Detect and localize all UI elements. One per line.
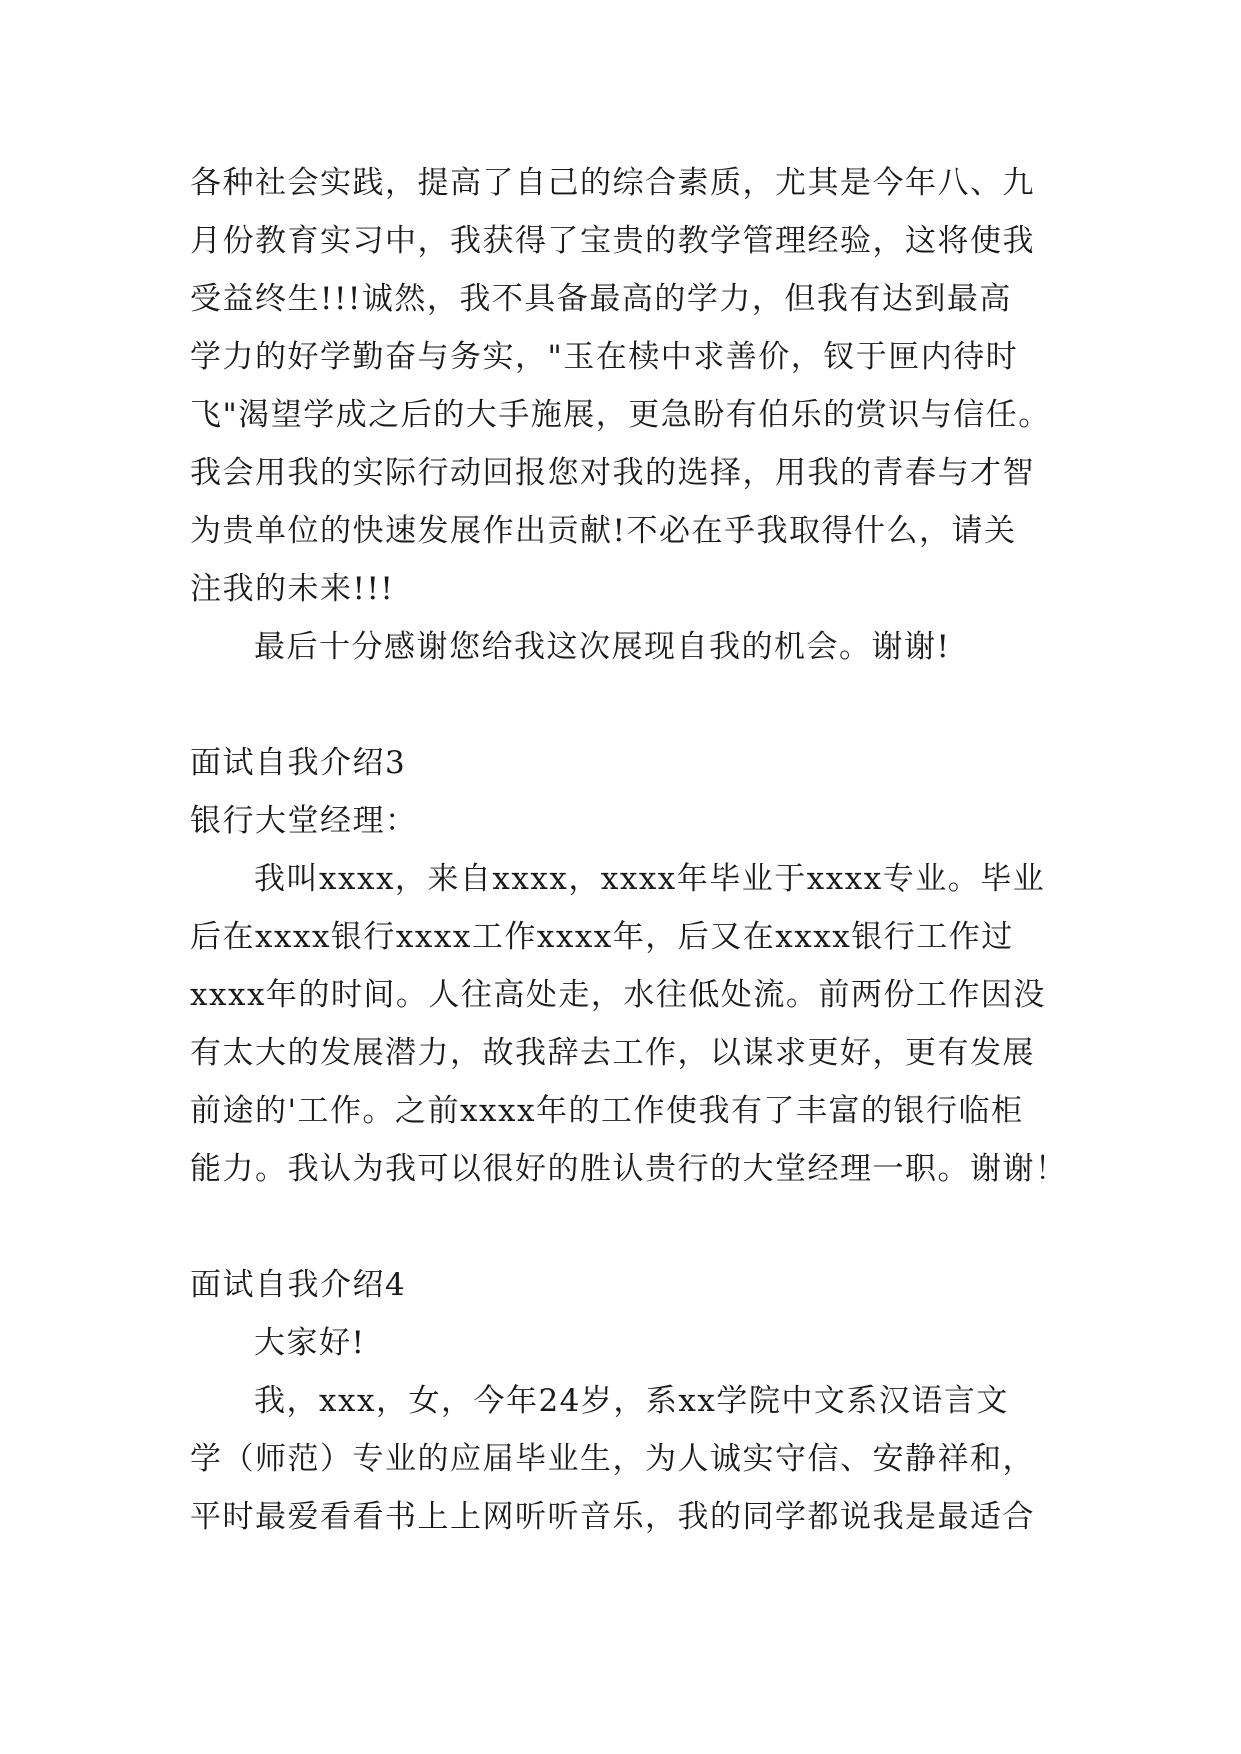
paragraph-line: 为贵单位的快速发展作出贡献!不必在乎我取得什么，请关 <box>190 513 1017 549</box>
paragraph-line: 前途的'工作。之前xxxx年的工作使我有了丰富的银行临柜 <box>190 1093 1024 1129</box>
paragraph-line: 飞"渴望学成之后的大手施展，更急盼有伯乐的赏识与信任。 <box>190 397 1051 433</box>
paragraph-line: 能力。我认为我可以很好的胜认贵行的大堂经理一职。谢谢！ <box>190 1151 1068 1187</box>
section-heading: 面试自我介绍4 <box>190 1267 407 1303</box>
paragraph-line: 受益终生!!!诚然，我不具备最高的学力，但我有达到最高 <box>190 281 1012 317</box>
section-heading: 面试自我介绍3 <box>190 745 407 781</box>
paragraph-line: 平时最爱看看书上上网听听音乐，我的同学都说我是最适合 <box>190 1499 1035 1535</box>
paragraph-line: 学力的好学勤奋与务实，"玉在椟中求善价，钗于匣内待时 <box>190 339 1019 375</box>
paragraph-line: 我会用我的实际行动回报您对我的选择，用我的青春与才智 <box>190 455 1035 491</box>
paragraph-line: 后在xxxx银行xxxx工作xxxx年，后又在xxxx银行工作过 <box>190 919 1014 955</box>
salutation: 银行大堂经理： <box>190 803 418 839</box>
paragraph-line: 各种社会实践，提高了自己的综合素质，尤其是今年八、九 <box>190 165 1035 201</box>
paragraph-line: 注我的未来!!! <box>190 571 395 607</box>
paragraph-line: 最后十分感谢您给我这次展现自我的机会。谢谢! <box>254 629 951 665</box>
paragraph-line: 月份教育实习中，我获得了宝贵的教学管理经验，这将使我 <box>190 223 1035 259</box>
paragraph-line: 我，xxx，女，今年24岁，系xx学院中文系汉语言文 <box>254 1383 1009 1419</box>
paragraph-line: 有太大的发展潜力，故我辞去工作，以谋求更好，更有发展 <box>190 1035 1035 1071</box>
paragraph-line: 学（师范）专业的应届毕业生，为人诚实守信、安静祥和， <box>190 1441 1035 1477</box>
paragraph-line: xxxx年的时间。人往高处走，水往低处流。前两份工作因没 <box>190 977 1046 1013</box>
greeting: 大家好! <box>254 1325 366 1361</box>
paragraph-line: 我叫xxxx，来自xxxx，xxxx年毕业于xxxx专业。毕业 <box>254 861 1046 897</box>
